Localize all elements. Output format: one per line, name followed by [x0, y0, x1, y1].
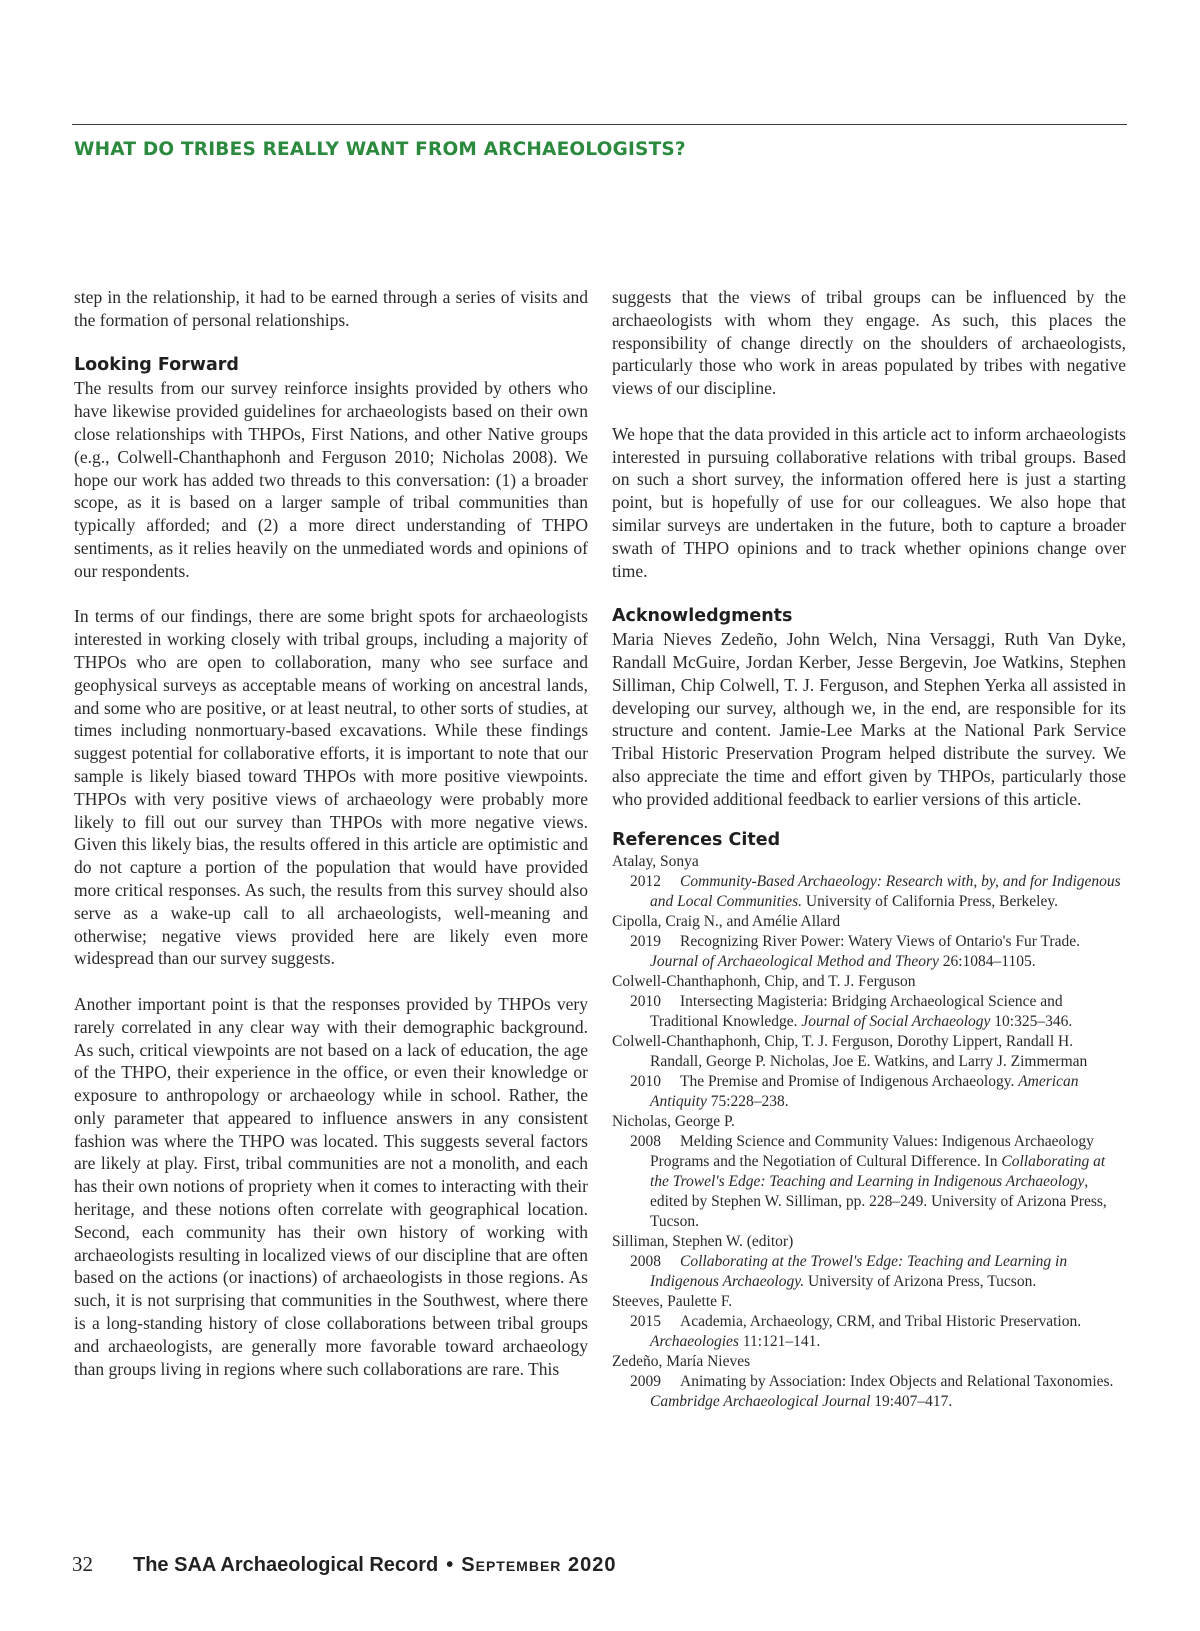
reference-author: Steeves, Paulette F. — [612, 1292, 733, 1310]
reference-author: Zedeño, María Nieves — [612, 1352, 751, 1370]
reference-entry — [612, 1132, 1126, 1232]
paragraph: The results from our survey reinforce insights provided by others who have likewise provided guidelines for archaeologists based on their own close relationships with THPOs, First Nations, and other Native groups (e.g., Colwell-Chanthaphonh and Ferguson 2010; Nicholas 2008). We hope our work has added two threads to this conversation: (1) a broader scope, as it is based on a larger sample of tribal communities than typically afforded; and (2) a more direct understanding of THPO sentiments, as it relies heavily on the unmediated words and opinions of our respondents. — [74, 378, 588, 581]
reference-publisher: 10:325–346. — [990, 1012, 1073, 1030]
reference-text: Recognizing River Power: Watery Views of Ontario's Fur Trade. — [680, 932, 1080, 950]
page-footer — [72, 1552, 616, 1577]
reference-year: 2008 — [630, 1132, 661, 1150]
reference-publisher: 11:121–141. — [738, 1332, 821, 1350]
paragraph: step in the relationship, it had to be earned through a series of visits and the formation of personal relationships. — [74, 287, 588, 330]
reference-entry — [612, 992, 1126, 1032]
reference-entry — [612, 1252, 1126, 1292]
references-list — [612, 852, 1126, 1412]
reference-author: Colwell-Chanthaphonh, Chip, T. J. Ferguson, Dorothy Lippert, Randall H. — [612, 1032, 1074, 1050]
journal-name: The SAA Archaeological Record — [133, 1554, 439, 1576]
reference-text: Intersecting Magisteria: Bridging Archaeological Science and Traditional Knowledge. — [650, 992, 1063, 1030]
reference-title: American Antiquity — [650, 1072, 1079, 1110]
reference-entry — [612, 1312, 1126, 1352]
paragraph: We hope that the data provided in this article act to inform archaeologists interested in pursuing collaborative relations with tribal groups. Based on such a short survey, the information offered here is just a starting point, but is hopefully of use for our colleagues. We also hope that similar surveys are undertaken in the future, both to capture a broader swath of THPO opinions and to track whether opinions change over time. — [612, 423, 1126, 581]
issue-date: September 2020 — [461, 1554, 617, 1576]
reference-author: Nicholas, George P. — [612, 1112, 735, 1130]
paragraph: Another important point is that the responses provided by THPOs very rarely correlated in any clear way with their demographic background. As such, critical viewpoints are not based on a lack of education, the age of the THPO, their experience in the office, or even their knowledge or exposure to anthropology or archaeology while in school. Rather, the only parameter that appeared to influence answers in any consistent fashion was where the THPO was located. This suggests several factors are likely at play. First, tribal communities are not a monolith, and each has their own notions of propriety when it comes to interacting with their heritage, and these notions often correlate with geographical location. Second, each community has their own history of working with archaeologists resulting in localized views of our discipline that are often based on the actions (or inactions) of archaeologists in those regions. As such, it is not surprising that communities in the Southwest, where there is a long-standing history of close collaborations between tribal groups and archaeologists, are generally more favorable toward archaeology than groups living in regions where such collaborations are rare. This — [74, 993, 588, 1379]
running-head: WHAT DO TRIBES REALLY WANT FROM ARCHAEOLOGISTS? — [74, 139, 686, 160]
reference-year: 2009 — [630, 1372, 661, 1390]
reference-author: Silliman, Stephen W. (editor) — [612, 1232, 794, 1250]
reference-title: Collaborating at the Trowel's Edge: Teaching and Learning in Indigenous Archaeology. — [650, 1252, 1068, 1290]
reference-author: Cipolla, Craig N., and Amélie Allard — [612, 912, 841, 930]
reference-publisher: University of Arizona Press, Tucson. — [804, 1272, 1037, 1290]
paragraph: In terms of our findings, there are some bright spots for archaeologists interested in working closely with tribal groups, including a majority of THPOs who are open to collaboration, many who see surface and geophysical surveys as acceptable means of working on ancestral lands, and some who are positive, or at least neutral, to other sorts of studies, at times including nonmortuary-based excavations. While these findings suggest potential for collaborative efforts, it is important to note that our sample is likely biased toward THPOs with more positive viewpoints. THPOs with very positive views of archaeology were probably more likely to fill out our survey than THPOs with more negative views. Given this likely bias, the results offered in this article are optimistic and do not capture a portion of the population that would have provided more critical responses. As such, the results from this survey should also serve as a wake-up call to all archaeologists, well-meaning and otherwise; negative views provided here are likely even more widespread than our survey suggests. — [74, 606, 588, 969]
reference-title: Journal of Archaeological Method and Theory — [650, 952, 939, 970]
reference-publisher: University of California Press, Berkeley. — [802, 892, 1058, 910]
reference-publisher: 26:1084–1105. — [938, 952, 1036, 970]
reference-year: 2012 — [630, 872, 661, 890]
reference-text: Academia, Archaeology, CRM, and Tribal Historic Preservation. — [680, 1312, 1082, 1330]
reference-publisher: 75:228–238. — [706, 1092, 789, 1110]
reference-entry — [612, 1072, 1126, 1112]
paragraph: Maria Nieves Zedeño, John Welch, Nina Versaggi, Ruth Van Dyke, Randall McGuire, Jordan Kerber, Jesse Bergevin, Joe Watkins, Stephen Silliman, Chip Colwell, T. J. Ferguson, and Stephen Yerka all assisted in developing our survey, although we, in the end, are responsible for its structure and content. Jamie-Lee Marks at the National Park Service Tribal Historic Preservation Program helped distribute the survey. We also appreciate the time and effort given by THPOs, particularly those who provided additional feedback to earlier versions of this article. — [612, 629, 1126, 809]
reference-author-continued: Randall, George P. Nicholas, Joe E. Watkins, and Larry J. Zimmerman — [650, 1052, 1088, 1070]
header-rule — [72, 124, 1127, 125]
reference-text: Melding Science and Community Values: Indigenous Archaeology Programs and the Negotiation of Cultural Difference. In — [650, 1132, 1094, 1170]
reference-entry — [612, 872, 1126, 912]
reference-year: 2010 — [630, 992, 661, 1010]
reference-publisher: 19:407–417. — [870, 1392, 953, 1410]
reference-year: 2008 — [630, 1252, 661, 1270]
reference-text: The Premise and Promise of Indigenous Archaeology. — [680, 1072, 1019, 1090]
reference-title: Journal of Social Archaeology — [801, 1012, 991, 1030]
reference-title: Community-Based Archaeology: Research with, by, and for Indigenous and Local Communities. — [650, 872, 1121, 910]
reference-author: Atalay, Sonya — [612, 852, 699, 870]
section-heading-acknowledgments: Acknowledgments — [612, 606, 793, 627]
reference-text: Animating by Association: Index Objects and Relational Taxonomies. — [680, 1372, 1114, 1390]
left-column — [74, 286, 588, 1380]
reference-year: 2019 — [630, 932, 661, 950]
reference-entry — [612, 932, 1126, 972]
reference-entry — [612, 1372, 1126, 1412]
section-heading-references: References Cited — [612, 829, 781, 850]
footer-bullet: • — [446, 1554, 454, 1576]
reference-title: Collaborating at the Trowel's Edge: Teaching and Learning in Indigenous Archaeology — [650, 1152, 1106, 1190]
reference-title: Cambridge Archaeological Journal — [650, 1392, 871, 1410]
page-number: 32 — [72, 1552, 93, 1576]
reference-author: Colwell-Chanthaphonh, Chip, and T. J. Ferguson — [612, 972, 916, 990]
right-column — [612, 286, 1126, 1412]
section-heading-looking-forward: Looking Forward — [74, 355, 239, 376]
reference-year: 2010 — [630, 1072, 661, 1090]
reference-year: 2015 — [630, 1312, 661, 1330]
reference-title: Archaeologies — [650, 1332, 739, 1350]
reference-publisher: , edited by Stephen W. Silliman, pp. 228–249. University of Arizona Press, Tucson. — [650, 1172, 1107, 1230]
paragraph: suggests that the views of tribal groups can be influenced by the archaeologists with whom they engage. As such, this places the responsibility of change directly on the shoulders of archaeologists, particularly those who work in areas populated by tribes with negative views of our discipline. — [612, 287, 1126, 399]
